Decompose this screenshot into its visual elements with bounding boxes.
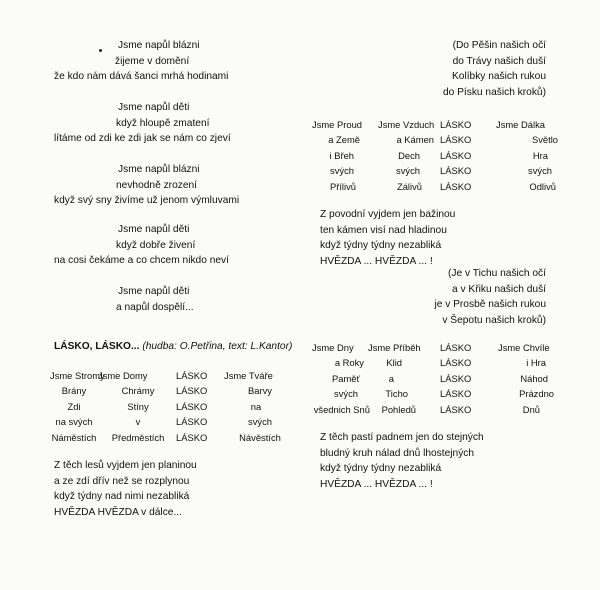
table-row	[312, 340, 600, 355]
table-row	[312, 179, 600, 194]
verse-line: a v Křiku našich duší	[452, 283, 546, 295]
table-cell: na svých	[55, 416, 93, 428]
table-cell: Světlo	[531, 134, 558, 146]
table-cell: Předměstích	[111, 431, 165, 443]
table-cell: LÁSKO	[440, 165, 472, 177]
table-cell: svých	[528, 165, 552, 177]
stanza-line: Jsme napůl blázni	[118, 164, 200, 175]
table-cell: na	[250, 400, 262, 412]
table-cell: svých	[248, 416, 272, 428]
table-cell: Pohledů	[381, 403, 416, 415]
stanza-line: když dobře živení	[116, 239, 196, 251]
table-cell: LÁSKO	[176, 400, 208, 412]
table-cell: Jsme Chvíle	[498, 342, 550, 353]
table-row	[312, 402, 600, 417]
stanza-line: Jsme napůl děti	[118, 224, 190, 235]
table-cell: Jsme Dálka	[496, 119, 545, 130]
stanza-line: když svý sny živíme už jenom výmluvami	[54, 195, 240, 207]
stanza-line: Jsme napůl děti	[118, 102, 190, 113]
stanza-5	[0, 284, 300, 315]
table-cell: LÁSKO	[440, 149, 472, 161]
table-cell: i Břeh	[329, 149, 354, 161]
closing-verse	[54, 458, 300, 520]
table-row	[50, 430, 300, 445]
table-cell: a Roky	[334, 357, 364, 369]
verse-line: Z těch lesů vyjdem jen planinou	[54, 460, 197, 471]
table-cell: Jsme Vzduch	[378, 119, 435, 130]
table-row	[50, 414, 300, 429]
table-cell: Hra	[532, 149, 548, 161]
stanza-line: nevhodně zrození	[116, 179, 197, 191]
stanza-line: lítáme od zdi ke zdi jak se nám co zjeví	[54, 133, 231, 145]
verse-line: je v Prosbě našich rukou	[434, 299, 546, 311]
table-cell: svých	[330, 165, 354, 177]
verse-line: když týdny nad nimi nezabliká	[54, 491, 190, 503]
verse-line: bludný kruh nálad dnů lhostejných	[320, 447, 475, 459]
verse-line: když týdny týdny nezabliká	[320, 463, 442, 475]
table-row	[312, 386, 600, 401]
stanza-line: na cosi čekáme a co chcem nikdo neví	[54, 255, 229, 267]
stanza-1	[0, 38, 300, 85]
table-row	[312, 132, 600, 147]
table-cell: Brány	[61, 385, 87, 397]
table-cell: LÁSKO	[176, 416, 208, 428]
lasko-table-right-2	[312, 340, 600, 417]
table-cell: svých	[334, 388, 358, 400]
verse-line: a ze zdí dřív než se rozplynou	[54, 475, 190, 487]
verse-line: Z těch pastí padnem jen do stejných	[320, 432, 484, 443]
verse-line: když týdny týdny nezabliká	[320, 240, 442, 252]
table-cell: Náhod	[520, 372, 548, 384]
verse-1	[320, 207, 600, 269]
table-cell: LÁSKO	[440, 357, 472, 369]
table-row	[312, 148, 600, 163]
table-cell: LÁSKO	[440, 372, 472, 384]
song-heading	[54, 340, 292, 354]
stanza-line: Jsme napůl děti	[118, 286, 190, 297]
table-cell: Chrámy	[121, 385, 155, 397]
table-cell: Klid	[386, 357, 402, 369]
table-cell: Odlivů	[529, 180, 556, 192]
verse-line: HVĚZDA ... HVĚZDA ... !	[320, 478, 433, 490]
intro-verse	[300, 38, 546, 100]
table-cell: Jsme Dny	[312, 342, 354, 353]
table-cell: Jsme Stromy	[50, 370, 105, 381]
verse-line: v Šepotu našich kroků)	[442, 314, 546, 326]
stanza-line: Jsme napůl blázni	[118, 40, 200, 51]
table-cell: Ticho	[385, 388, 408, 400]
table-cell: Zálivů	[396, 180, 422, 192]
table-row	[312, 117, 600, 132]
stanza-line: když hloupě zmatení	[116, 117, 210, 129]
table-cell: Jsme Tváře	[224, 370, 273, 381]
intro-verse-2	[300, 266, 546, 328]
right-column	[300, 0, 600, 590]
verse-line: (Je v Tichu našich očí	[448, 268, 546, 279]
table-cell: všednich Snů	[313, 403, 370, 415]
verse-line: (Do Pěšin našich očí	[452, 40, 546, 51]
verse-line: HVĚZDA HVĚZDA v dálce...	[54, 506, 182, 518]
table-cell: LÁSKO	[440, 388, 472, 400]
table-cell: a Země	[328, 134, 360, 146]
table-cell: Náměstích	[51, 431, 97, 443]
table-cell: a	[388, 372, 394, 384]
table-cell: Prázdno	[519, 388, 554, 400]
table-cell: Stíny	[127, 400, 149, 412]
table-row	[50, 368, 300, 383]
table-cell: Přílivů	[329, 180, 356, 192]
verse-line: do Trávy našich duší	[452, 55, 546, 67]
table-cell: Zdi	[67, 400, 81, 412]
table-cell: a Kámen	[396, 134, 434, 146]
table-cell: Návěstích	[239, 431, 281, 443]
table-cell: svých	[396, 165, 420, 177]
table-row	[312, 371, 600, 386]
stanza-line: že kdo nám dává šanci mrhá hodinami	[54, 71, 229, 83]
table-cell: i Hra	[526, 357, 546, 369]
table-row	[50, 399, 300, 414]
stanza-2	[0, 100, 300, 147]
table-cell: LÁSKO	[440, 119, 472, 130]
table-cell: Jsme Příběh	[368, 342, 421, 353]
table-row	[50, 383, 300, 398]
stanza-3	[0, 162, 300, 209]
table-cell: LÁSKO	[440, 342, 472, 353]
table-cell: v	[135, 416, 141, 428]
verse-line: Z povodní vyjdem jen bažinou	[320, 209, 456, 220]
table-cell: Dech	[398, 149, 420, 161]
table-row	[312, 163, 600, 178]
table-cell: Jsme Domy	[98, 370, 148, 381]
lasko-table-right-1	[312, 117, 600, 194]
table-cell: LÁSKO	[176, 370, 208, 381]
stanza-line: a napůl dospělí...	[116, 301, 194, 313]
table-cell: LÁSKO	[440, 180, 472, 192]
song-title: LÁSKO, LÁSKO...	[54, 341, 140, 352]
lasko-table-left	[50, 368, 300, 445]
song-credit: (hudba: O.Petřina, text: L.Kantor)	[142, 341, 293, 352]
table-cell: Paměť	[331, 372, 360, 384]
table-cell: LÁSKO	[440, 403, 472, 415]
table-cell: LÁSKO	[176, 431, 208, 443]
verse-line: do Písku našich kroků)	[442, 86, 546, 98]
stanza-line: žijeme v domění	[115, 55, 190, 67]
verse-2	[320, 430, 600, 492]
table-cell: Dnů	[522, 403, 540, 415]
table-row	[312, 355, 600, 370]
stanza-4	[0, 222, 300, 269]
table-cell: LÁSKO	[176, 385, 208, 397]
verse-line: ten kámen visí nad hladinou	[320, 224, 447, 236]
table-cell: LÁSKO	[440, 134, 472, 146]
verse-line: HVĚZDA ... HVĚZDA ... !	[320, 255, 433, 267]
table-cell: Jsme Proud	[312, 119, 363, 130]
verse-line: Kolíbky našich rukou	[451, 71, 546, 83]
table-cell: Barvy	[248, 385, 272, 397]
